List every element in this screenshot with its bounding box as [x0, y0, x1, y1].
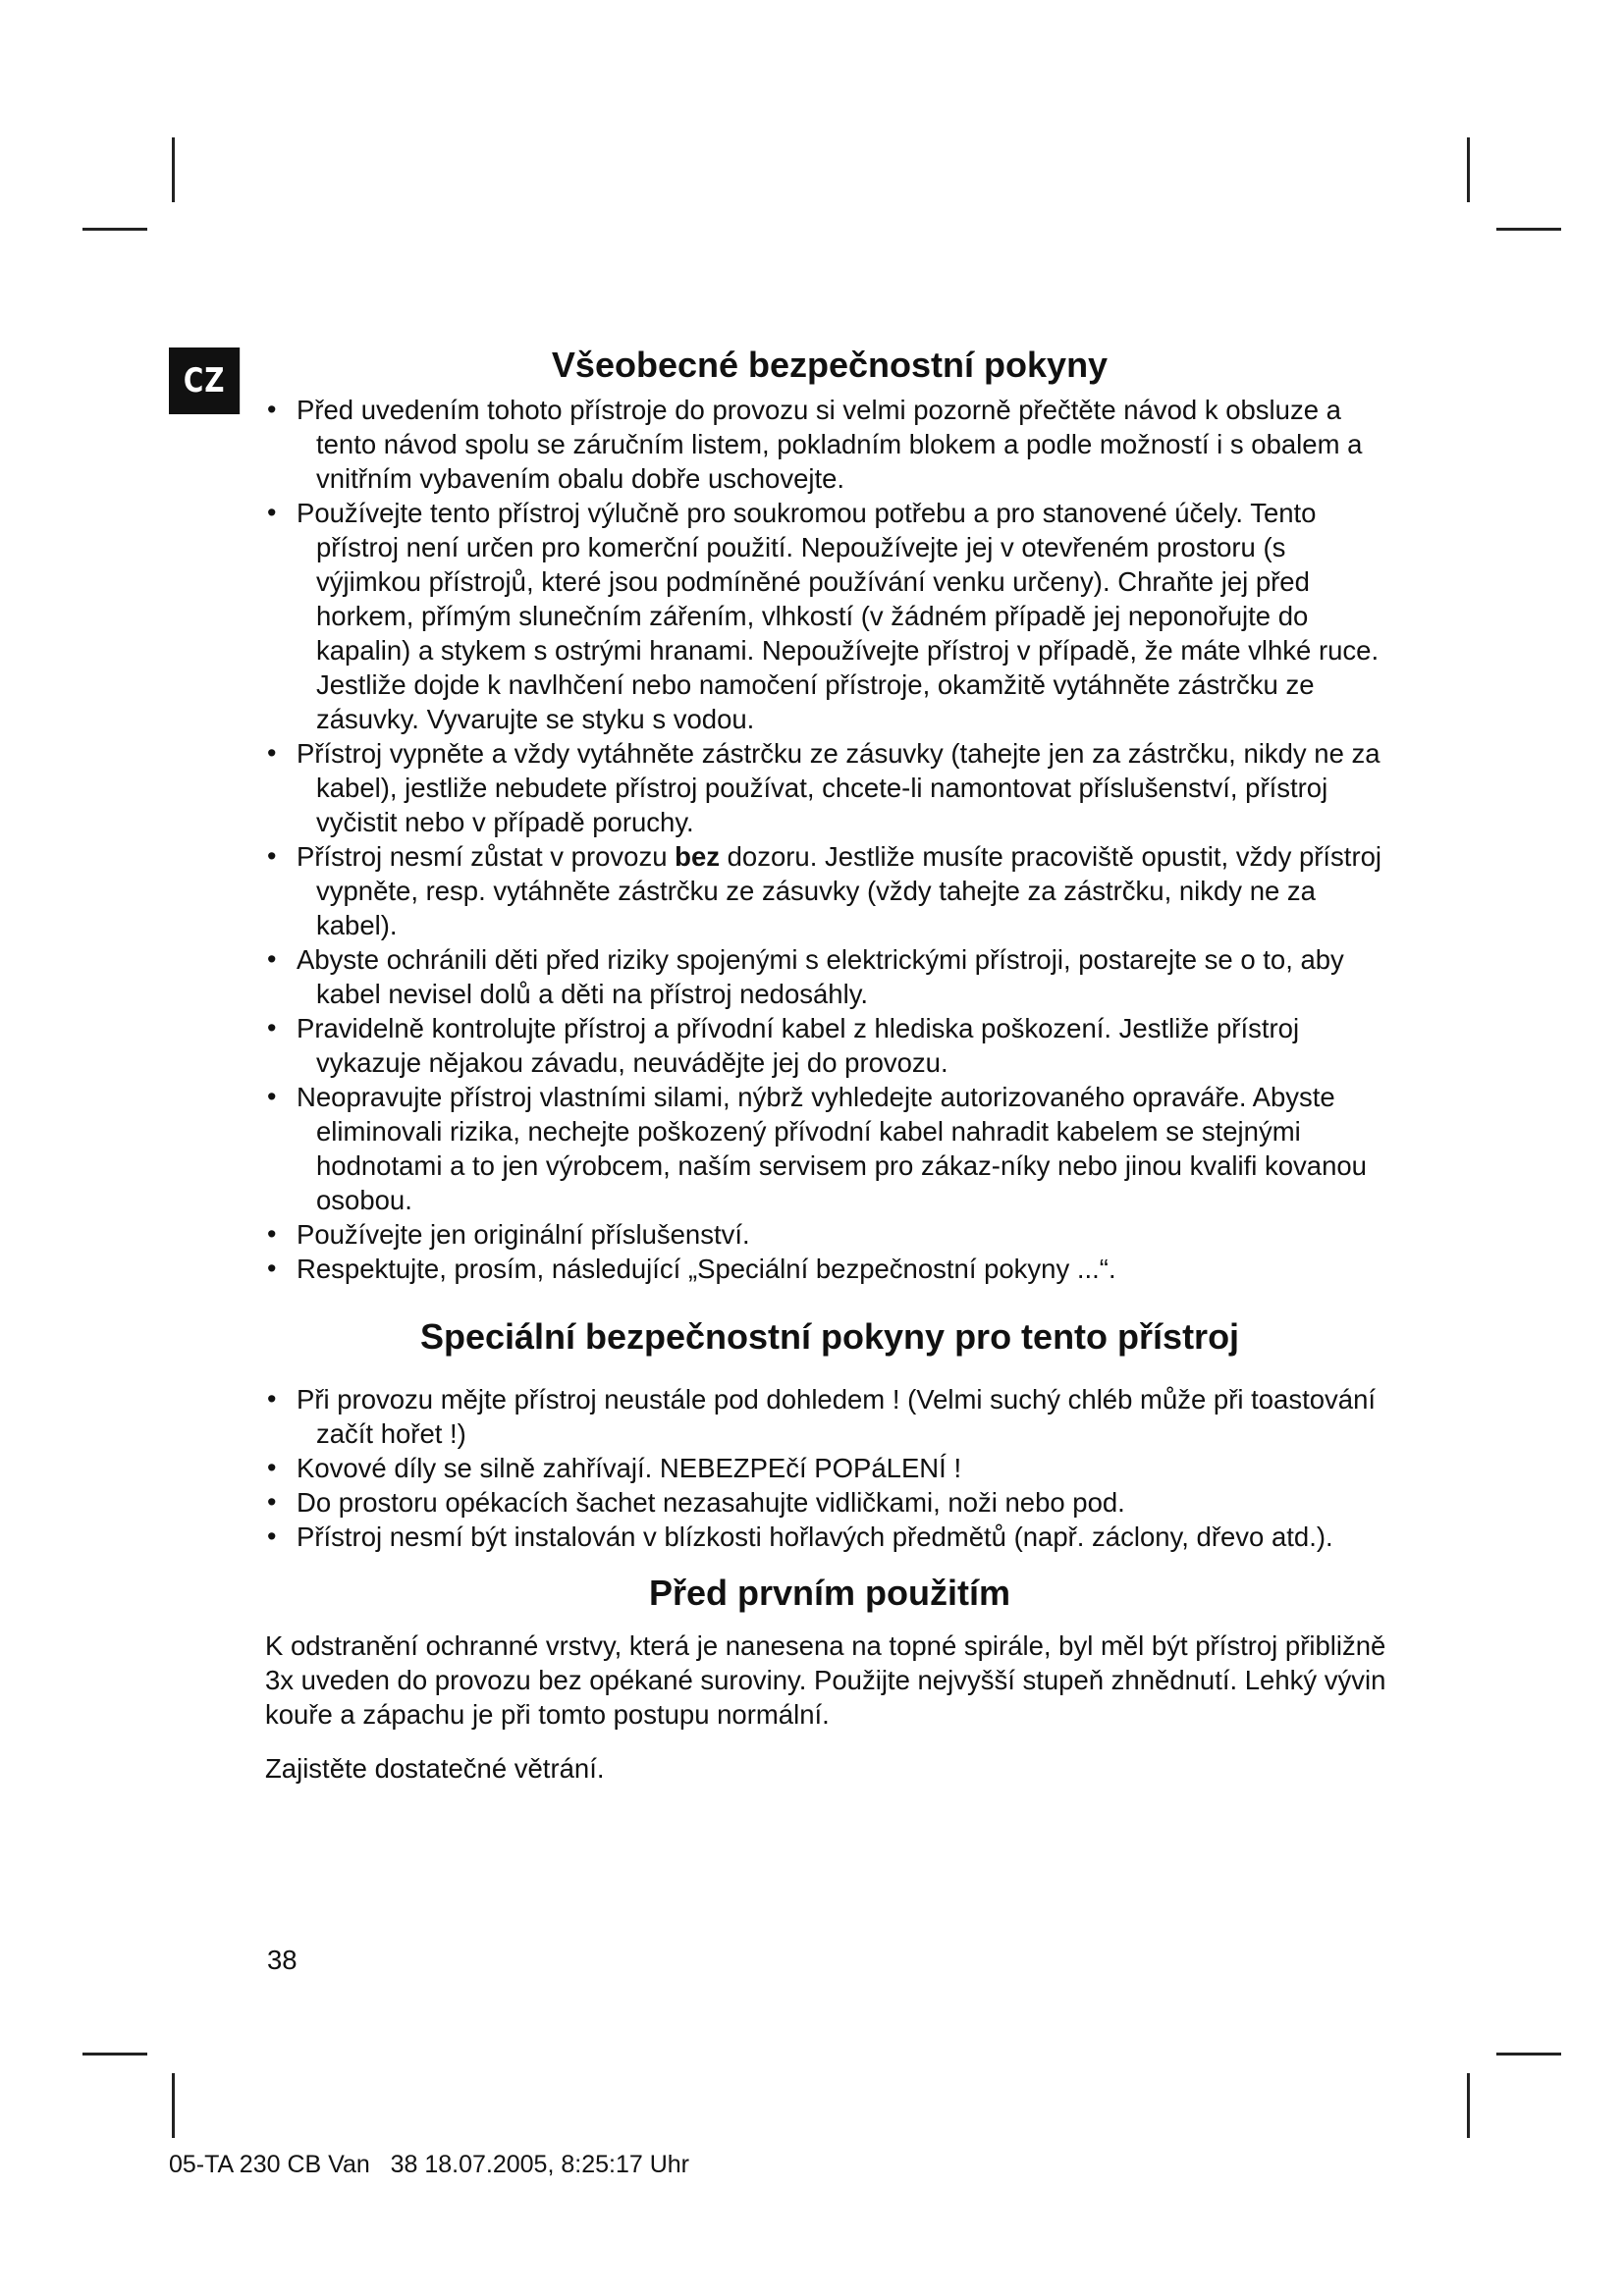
bullet-icon: •	[267, 944, 277, 974]
special-safety-list	[265, 1382, 1394, 1554]
bullet-icon: •	[267, 1384, 277, 1414]
emphasis-bez: bez	[675, 841, 720, 872]
bullet-icon: •	[267, 1453, 277, 1482]
general-safety-list	[265, 393, 1394, 1286]
crop-mark-top-left-vertical	[172, 137, 175, 202]
list-item: • Používejte jen originální příslušenství.	[267, 1219, 750, 1250]
language-badge: CZ	[169, 347, 240, 414]
heading-general-safety: Všeobecné bezpečnostní pokyny	[551, 345, 1109, 385]
bullet-icon: •	[267, 395, 277, 424]
bullet-icon: •	[267, 1013, 277, 1042]
list-item: • Před uvedením tohoto přístroje do provozu si velmi pozorně přečtěte návod k obsluze a tento návod spolu se záručním listem, pokladním blokem a podle možností i s obalem a vnitřním vybavením obalu dobře uschovejte.	[267, 395, 1363, 494]
heading-special-safety: Speciální bezpečnostní pokyny pro tento přístroj	[419, 1316, 1240, 1357]
list-item: • Kovové díly se silně zahřívají. NEBEZPEčí POPáLENÍ !	[267, 1453, 962, 1483]
crop-mark-bottom-left-horizontal	[82, 2053, 147, 2056]
page-number: 38	[267, 1945, 298, 1975]
crop-mark-bottom-left-vertical	[172, 2073, 175, 2138]
bullet-icon: •	[267, 841, 277, 871]
list-item: • Používejte tento přístroj výlučně pro soukromou potřebu a pro stanovené účely. Tento přístroj není určen pro komerční použití. Nepoužívejte jej v otevřeném prostoru (s výjimkou přístrojů, které jsou podmíněné používání venku určeny). Chraňte jej před horkem, přímým slunečním zářením, vlhkostí (v žádném případě jej neponořujte do kapalin) a stykem s ostrými hranami. Nepoužívejte přístroj v případě, že máte vlhké ruce. Jestliže dojde k navlhčení nebo namočení přístroje, okamžitě vytáhněte zástrčku ze zásuvky. Vyvarujte se styku s vodou.	[267, 498, 1380, 734]
bullet-icon: •	[267, 498, 277, 527]
list-item: • Respektujte, prosím, následující „Speciální bezpečnostní pokyny ...“.	[267, 1254, 1116, 1284]
list-item: • Abyste ochránili děti před riziky spojenými s elektrickými přístroji, postarejte se o to, aby kabel nevisel dolů a děti na přístroj nedosáhly.	[267, 944, 1344, 1009]
list-item: • Neopravujte přístroj vlastními silami, nýbrž vyhledejte autorizovaného opraváře. Abyste eliminovali rizika, nechejte poškozený přívodní kabel nahradit kabelem se stejnými hodnotami a to jen výrobcem, naším servisem pro zákaz-níky nebo jinou kvalifi kovanou osobou.	[267, 1082, 1367, 1215]
bullet-icon: •	[267, 1254, 277, 1283]
bullet-icon: •	[267, 1219, 277, 1249]
first-use-paragraph: K odstranění ochranné vrstvy, která je nanesena na topné spirále, byl měl být přístroj přibližně 3x uveden do provozu bez opékané suroviny. Použijte nejvyšší stupeň zhnědnutí. Lehký vývin kouře a zápachu je při tomto postupu normální.	[265, 1630, 1386, 1730]
crop-mark-bottom-right-horizontal	[1496, 2053, 1561, 2056]
crop-mark-bottom-right-vertical	[1467, 2073, 1470, 2138]
page-content	[265, 342, 1394, 1786]
list-item	[265, 839, 1394, 942]
ventilation-note: Zajistěte dostatečné větrání.	[265, 1753, 605, 1784]
heading-first-use: Před prvním použitím	[648, 1573, 1011, 1613]
crop-mark-top-right-horizontal	[1496, 228, 1561, 231]
bullet-icon: •	[267, 1487, 277, 1517]
bullet-icon: •	[267, 738, 277, 768]
bullet-icon: •	[267, 1082, 277, 1111]
list-item: • Při provozu mějte přístroj neustále pod dohledem ! (Velmi suchý chléb může při toastování začít hořet !)	[267, 1384, 1377, 1449]
crop-mark-top-right-vertical	[1467, 137, 1470, 202]
list-item: • Přístroj vypněte a vždy vytáhněte zástrčku ze zásuvky (tahejte jen za zástrčku, nikdy ne za kabel), jestliže nebudete přístroj používat, chcete-li namontovat příslušenství, přístroj vyčistit nebo v případě poruchy.	[267, 738, 1380, 837]
list-item: • Do prostoru opékacích šachet nezasahujte vidličkami, noži nebo pod.	[267, 1487, 1125, 1518]
crop-mark-top-left-horizontal	[82, 228, 147, 231]
list-item: • Pravidelně kontrolujte přístroj a přívodní kabel z hlediska poškození. Jestliže přístroj vykazuje nějakou závadu, neuvádějte jej do provozu.	[267, 1013, 1300, 1078]
list-item-text: Přístroj nesmí zůstat v provozu bez dozoru. Jestliže musíte pracoviště opustit, vždy přístroj vypněte, resp. vytáhněte zástrčku ze zásuvky (vždy tahejte za zástrčku, nikdy ne za kabel).	[297, 841, 1382, 940]
bullet-icon: •	[267, 1522, 277, 1551]
list-item: • Přístroj nesmí být instalován v blízkosti hořlavých předmětů (např. záclony, dřevo atd.).	[267, 1522, 1333, 1552]
print-footer: 05-TA 230 CB Van 38 18.07.2005, 8:25:17 Uhr	[169, 2151, 689, 2178]
